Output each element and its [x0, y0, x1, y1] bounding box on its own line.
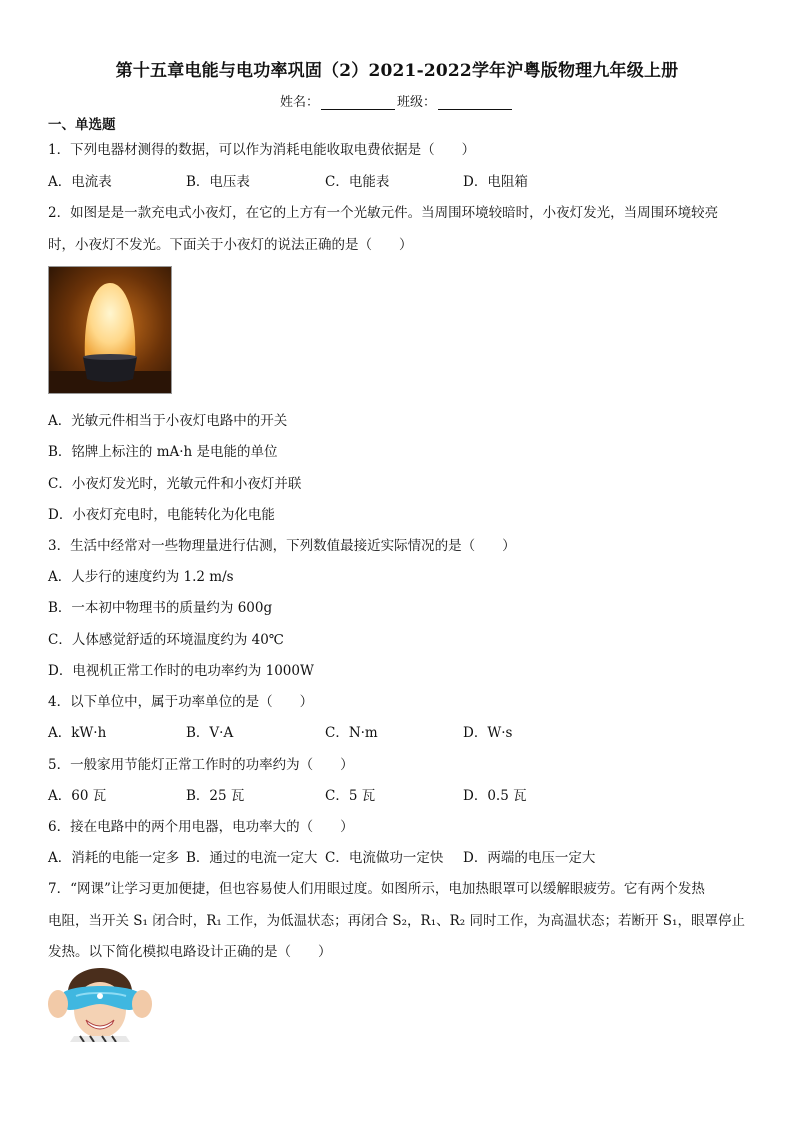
- question-1-stem: 1．下列电器材测得的数据，可以作为消耗电能收取电费依据是（ ）: [48, 142, 476, 158]
- q5-option-c[interactable]: C．5 瓦: [325, 788, 376, 804]
- q3-option-c[interactable]: C．人体感觉舒适的环境温度约为 40℃: [48, 632, 284, 648]
- q5-option-d[interactable]: D．0.5 瓦: [463, 788, 527, 804]
- q3-option-a[interactable]: A．人步行的速度约为 1.2 m/s: [48, 569, 234, 585]
- q2-option-a[interactable]: A．光敏元件相当于小夜灯电路中的开关: [48, 413, 288, 429]
- q5-option-a[interactable]: A．60 瓦: [48, 788, 107, 804]
- student-info-line: [0, 91, 794, 110]
- q1-option-a[interactable]: A．电流表: [48, 174, 112, 190]
- q3-option-b[interactable]: B．一本初中物理书的质量约为 600g: [48, 600, 273, 616]
- question-4-stem: 4．以下单位中，属于功率单位的是（ ）: [48, 694, 314, 710]
- q2-option-d[interactable]: D．小夜灯充电时，电能转化为化电能: [48, 507, 275, 523]
- night-lamp-photo: [48, 266, 172, 394]
- question-7-stem-line2: 电阻，当开关 S₁ 闭合时，R₁ 工作，为低温状态；再闭合 S₂，R₁、R₂ 同时工作，为高温状态；若断开 S₁，眼罩停止: [48, 913, 745, 929]
- q4-option-a[interactable]: A．kW·h: [48, 725, 107, 741]
- class-label: 班级：: [397, 95, 437, 110]
- q6-option-c[interactable]: C．电流做功一定快: [325, 850, 444, 866]
- question-2-stem-line2: 时，小夜灯不发光。下面关于小夜灯的说法正确的是（ ）: [48, 237, 413, 253]
- q2-option-b[interactable]: B．铭牌上标注的 mA·h 是电能的单位: [48, 444, 278, 460]
- question-7-stem-line1: 7．“网课”让学习更加便捷，但也容易使人们用眼过度。如图所示，电加热眼罩可以缓解眼疲劳。它有两个发热: [48, 881, 705, 897]
- q2-option-c[interactable]: C．小夜灯发光时，光敏元件和小夜灯并联: [48, 476, 302, 492]
- q1-option-c[interactable]: C．电能表: [325, 174, 390, 190]
- question-7-stem-line3: 发热。以下简化模拟电路设计正确的是（ ）: [48, 944, 332, 960]
- q4-option-b[interactable]: B．V·A: [186, 725, 234, 741]
- question-2-stem-line1: 2．如图是是一款充电式小夜灯，在它的上方有一个光敏元件。当周围环境较暗时，小夜灯发光，当周围环境较亮: [48, 205, 719, 221]
- q6-option-d[interactable]: D．两端的电压一定大: [463, 850, 596, 866]
- name-label: 姓名：: [279, 95, 319, 110]
- q3-option-d[interactable]: D．电视机正常工作时的电功率约为 1000W: [48, 663, 314, 679]
- name-blank[interactable]: [321, 96, 395, 110]
- question-3-stem: 3．生活中经常对一些物理量进行估测，下列数值最接近实际情况的是（ ）: [48, 538, 516, 554]
- q6-option-a[interactable]: A．消耗的电能一定多: [48, 850, 180, 866]
- q1-option-b[interactable]: B．电压表: [186, 174, 250, 190]
- q4-option-d[interactable]: D．W·s: [463, 725, 513, 741]
- q1-option-d[interactable]: D．电阻箱: [463, 174, 528, 190]
- heated-eye-mask-photo: [46, 966, 152, 1042]
- page-title: 第十五章电能与电功率巩固（2）2021-2022学年沪粤版物理九年级上册: [115, 61, 679, 81]
- question-6-stem: 6．接在电路中的两个用电器，电功率大的（ ）: [48, 819, 354, 835]
- q5-option-b[interactable]: B．25 瓦: [186, 788, 245, 804]
- q4-option-c[interactable]: C．N·m: [325, 725, 378, 741]
- section-heading: 一、单选题: [48, 117, 116, 133]
- question-5-stem: 5．一般家用节能灯正常工作时的功率约为（ ）: [48, 757, 354, 773]
- class-blank[interactable]: [438, 96, 512, 110]
- q6-option-b[interactable]: B．通过的电流一定大: [186, 850, 318, 866]
